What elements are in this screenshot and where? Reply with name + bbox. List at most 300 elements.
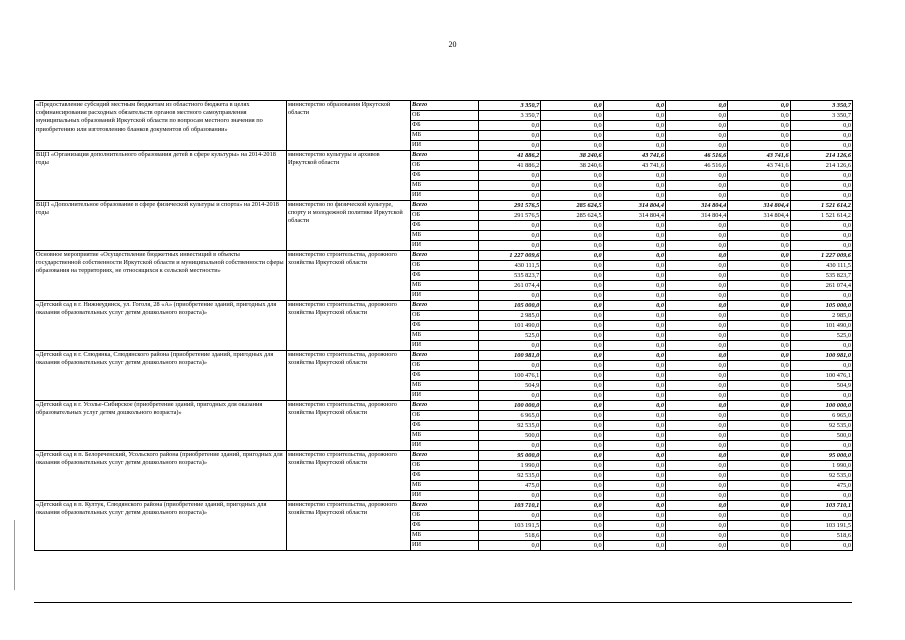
amount-total-cell: 0,0 — [790, 491, 852, 501]
amount-cell: 0,0 — [728, 391, 790, 401]
amount-cell: 0,0 — [665, 331, 727, 341]
funding-source: ОБ — [411, 461, 479, 471]
funding-source: Всего — [411, 151, 479, 161]
amount-cell: 0,0 — [728, 421, 790, 431]
amount-total-cell: 0,0 — [790, 291, 852, 301]
bottom-rule — [34, 602, 852, 603]
funding-source: ОБ — [411, 411, 479, 421]
responsible-executor: министерство по физической культуре, спорту и молодежной политике Иркутской области — [287, 201, 411, 251]
amount-cell: 0,0 — [479, 131, 541, 141]
amount-cell: 100 000,0 — [479, 401, 541, 411]
amount-cell: 0,0 — [665, 171, 727, 181]
amount-cell: 0,0 — [541, 391, 603, 401]
amount-cell: 0,0 — [541, 231, 603, 241]
amount-total-cell: 6 965,0 — [790, 411, 852, 421]
amount-cell: 0,0 — [665, 271, 727, 281]
amount-cell: 41 886,2 — [479, 151, 541, 161]
amount-cell: 0,0 — [728, 231, 790, 241]
activity-description: ВЦП «Дополнительное образование в сфере физической культуры и спорта» на 2014-2018 годы — [35, 201, 287, 251]
funding-source: Всего — [411, 351, 479, 361]
funding-source: МБ — [411, 181, 479, 191]
amount-cell: 3 350,7 — [479, 101, 541, 111]
amount-cell: 0,0 — [728, 271, 790, 281]
amount-total-cell: 92 535,0 — [790, 471, 852, 481]
amount-cell: 0,0 — [541, 541, 603, 551]
amount-cell: 0,0 — [541, 241, 603, 251]
amount-cell: 0,0 — [541, 401, 603, 411]
amount-cell: 0,0 — [665, 131, 727, 141]
amount-cell: 0,0 — [541, 461, 603, 471]
funding-source: ФБ — [411, 471, 479, 481]
amount-cell: 0,0 — [603, 221, 665, 231]
amount-cell: 38 240,6 — [541, 161, 603, 171]
amount-cell: 0,0 — [665, 511, 727, 521]
amount-cell: 0,0 — [728, 481, 790, 491]
amount-total-cell: 0,0 — [790, 361, 852, 371]
amount-cell: 0,0 — [603, 501, 665, 511]
amount-total-cell: 101 490,0 — [790, 321, 852, 331]
amount-cell: 0,0 — [728, 431, 790, 441]
amount-total-cell: 100 476,1 — [790, 371, 852, 381]
table-row-total — [35, 151, 853, 161]
amount-cell: 0,0 — [665, 141, 727, 151]
amount-cell: 0,0 — [728, 401, 790, 411]
amount-cell: 105 000,0 — [479, 301, 541, 311]
funding-source: ОБ — [411, 211, 479, 221]
amount-cell: 43 741,6 — [728, 151, 790, 161]
amount-cell: 0,0 — [665, 281, 727, 291]
amount-total-cell: 0,0 — [790, 191, 852, 201]
amount-cell: 0,0 — [541, 511, 603, 521]
funding-source: ФБ — [411, 221, 479, 231]
amount-cell: 0,0 — [541, 221, 603, 231]
amount-cell: 0,0 — [603, 521, 665, 531]
amount-cell: 0,0 — [479, 441, 541, 451]
table-row-total — [35, 401, 853, 411]
amount-total-cell: 0,0 — [790, 171, 852, 181]
amount-cell: 0,0 — [728, 341, 790, 351]
amount-total-cell: 0,0 — [790, 441, 852, 451]
amount-total-cell: 0,0 — [790, 181, 852, 191]
activity-description: «Детский сад в г. Усолье-Сибирское (приобретение зданий, пригодных для оказания образовательных услуг детям дошкольного возраста)» — [35, 401, 287, 451]
funding-source: ИИ — [411, 541, 479, 551]
amount-cell: 0,0 — [479, 391, 541, 401]
amount-cell: 0,0 — [541, 411, 603, 421]
amount-cell: 41 886,2 — [479, 161, 541, 171]
amount-cell: 0,0 — [665, 501, 727, 511]
amount-cell: 0,0 — [541, 371, 603, 381]
responsible-executor: министерство строительства, дорожного хозяйства Иркутской области — [287, 251, 411, 301]
amount-cell: 0,0 — [603, 491, 665, 501]
amount-cell: 1 990,0 — [479, 461, 541, 471]
amount-cell: 0,0 — [665, 381, 727, 391]
funding-source: Всего — [411, 301, 479, 311]
amount-cell: 0,0 — [603, 101, 665, 111]
amount-cell: 0,0 — [603, 121, 665, 131]
amount-total-cell: 504,9 — [790, 381, 852, 391]
amount-total-cell: 535 823,7 — [790, 271, 852, 281]
funding-source: ИИ — [411, 341, 479, 351]
amount-cell: 0,0 — [603, 281, 665, 291]
activity-description: «Предоставление субсидий местным бюджетам из областного бюджета в целях софинансирования расходных обязательств органов местного самоуправления муниципальных образований Иркутской области по вопросам местного значения по приобретению или изготовлению бланков документов об образовании» — [35, 101, 287, 151]
amount-cell: 285 624,5 — [541, 201, 603, 211]
amount-cell: 0,0 — [603, 111, 665, 121]
amount-total-cell: 100 000,0 — [790, 401, 852, 411]
funding-source: ОБ — [411, 261, 479, 271]
funding-source: ИИ — [411, 291, 479, 301]
amount-cell: 261 074,4 — [479, 281, 541, 291]
amount-cell: 0,0 — [541, 381, 603, 391]
activity-description: «Детский сад в п. Белореченский, Усольского района (приобретение зданий, пригодных для оказания образовательных услуг детям дошкольного возраста)» — [35, 451, 287, 501]
amount-cell: 0,0 — [479, 291, 541, 301]
funding-source: ФБ — [411, 421, 479, 431]
amount-cell: 100 476,1 — [479, 371, 541, 381]
amount-cell: 0,0 — [665, 421, 727, 431]
amount-cell: 0,0 — [541, 181, 603, 191]
amount-cell: 0,0 — [603, 191, 665, 201]
funding-table — [34, 100, 853, 551]
amount-cell: 46 516,6 — [665, 161, 727, 171]
funding-source: Всего — [411, 451, 479, 461]
amount-cell: 0,0 — [479, 361, 541, 371]
amount-cell: 0,0 — [479, 171, 541, 181]
amount-cell: 0,0 — [665, 541, 727, 551]
amount-cell: 0,0 — [603, 261, 665, 271]
amount-total-cell: 1 521 614,2 — [790, 201, 852, 211]
activity-description: Основное мероприятие «Осуществление бюджетных инвестиций в объекты государственной собственности Иркутской области и муниципальной собственности сферы образования на территориях, не относящихся к сельской местности» — [35, 251, 287, 301]
amount-cell: 0,0 — [541, 121, 603, 131]
amount-cell: 2 985,0 — [479, 311, 541, 321]
amount-total-cell: 214 126,6 — [790, 151, 852, 161]
amount-cell: 0,0 — [665, 251, 727, 261]
amount-cell: 0,0 — [728, 491, 790, 501]
funding-source: Всего — [411, 501, 479, 511]
table-row-total — [35, 451, 853, 461]
amount-cell: 0,0 — [603, 511, 665, 521]
amount-cell: 0,0 — [728, 381, 790, 391]
amount-cell: 0,0 — [665, 411, 727, 421]
amount-total-cell: 518,6 — [790, 531, 852, 541]
amount-cell: 430 111,5 — [479, 261, 541, 271]
funding-source: ОБ — [411, 111, 479, 121]
amount-cell: 314 804,4 — [603, 201, 665, 211]
amount-cell: 0,0 — [603, 311, 665, 321]
amount-cell: 0,0 — [665, 301, 727, 311]
amount-cell: 0,0 — [479, 231, 541, 241]
amount-cell: 0,0 — [603, 531, 665, 541]
amount-cell: 291 576,5 — [479, 211, 541, 221]
amount-total-cell: 0,0 — [790, 121, 852, 131]
activity-description: ВЦП «Организация дополнительного образования детей в сфере культуры» на 2014-2018 годы — [35, 151, 287, 201]
table-row-total — [35, 201, 853, 211]
amount-cell: 0,0 — [541, 441, 603, 451]
table-row-total — [35, 501, 853, 511]
amount-cell: 0,0 — [728, 361, 790, 371]
funding-source: ИИ — [411, 141, 479, 151]
amount-cell: 0,0 — [728, 241, 790, 251]
amount-cell: 0,0 — [603, 401, 665, 411]
funding-source: Всего — [411, 401, 479, 411]
amount-total-cell: 0,0 — [790, 141, 852, 151]
amount-cell: 0,0 — [728, 171, 790, 181]
amount-cell: 0,0 — [665, 291, 727, 301]
table-row-total — [35, 251, 853, 261]
funding-source: ИИ — [411, 441, 479, 451]
amount-cell: 0,0 — [479, 221, 541, 231]
amount-total-cell: 261 074,4 — [790, 281, 852, 291]
amount-cell: 95 000,0 — [479, 451, 541, 461]
amount-cell: 314 804,4 — [603, 211, 665, 221]
funding-source: МБ — [411, 331, 479, 341]
amount-cell: 0,0 — [541, 471, 603, 481]
amount-cell: 0,0 — [541, 191, 603, 201]
funding-source: МБ — [411, 381, 479, 391]
amount-total-cell: 214 126,6 — [790, 161, 852, 171]
amount-total-cell: 1 521 614,2 — [790, 211, 852, 221]
amount-cell: 1 227 009,6 — [479, 251, 541, 261]
amount-cell: 0,0 — [728, 461, 790, 471]
amount-cell: 43 741,6 — [603, 161, 665, 171]
amount-cell: 0,0 — [728, 281, 790, 291]
page-number: 20 — [448, 40, 457, 49]
activity-description: «Детский сад в г. Слюдянка, Слюдянского района (приобретение зданий, пригодных для оказания образовательных услуг детям дошкольного возраста)» — [35, 351, 287, 401]
funding-source: ФБ — [411, 521, 479, 531]
amount-total-cell: 105 000,0 — [790, 301, 852, 311]
amount-cell: 0,0 — [603, 331, 665, 341]
amount-cell: 314 804,4 — [728, 211, 790, 221]
amount-cell: 0,0 — [728, 111, 790, 121]
amount-cell: 0,0 — [603, 421, 665, 431]
amount-cell: 0,0 — [479, 121, 541, 131]
amount-cell: 0,0 — [603, 251, 665, 261]
funding-source: ИИ — [411, 391, 479, 401]
amount-cell: 0,0 — [665, 361, 727, 371]
amount-cell: 0,0 — [603, 301, 665, 311]
funding-source: ИИ — [411, 241, 479, 251]
amount-cell: 0,0 — [541, 361, 603, 371]
amount-cell: 38 240,6 — [541, 151, 603, 161]
amount-cell: 0,0 — [728, 331, 790, 341]
amount-cell: 0,0 — [541, 131, 603, 141]
amount-cell: 0,0 — [728, 441, 790, 451]
amount-cell: 314 804,4 — [728, 201, 790, 211]
funding-source: ФБ — [411, 121, 479, 131]
amount-cell: 0,0 — [541, 271, 603, 281]
amount-cell: 0,0 — [728, 221, 790, 231]
amount-cell: 0,0 — [728, 131, 790, 141]
amount-cell: 0,0 — [479, 341, 541, 351]
funding-source: ОБ — [411, 361, 479, 371]
activity-description: «Детский сад в г. Нижнеудинск, ул. Гоголя, 28 «А» (приобретение зданий, пригодных для оказания образовательных услуг детям дошкольного возраста)» — [35, 301, 287, 351]
responsible-executor: министерство строительства, дорожного хозяйства Иркутской области — [287, 501, 411, 551]
scan-margin-mark — [14, 520, 15, 590]
amount-cell: 0,0 — [665, 351, 727, 361]
activity-description: «Детский сад в п. Култук, Слюдянского района (приобретение зданий, пригодных для оказания образовательных услуг детям дошкольного возраста)» — [35, 501, 287, 551]
amount-cell: 0,0 — [665, 481, 727, 491]
funding-source: ИИ — [411, 191, 479, 201]
amount-cell: 0,0 — [665, 471, 727, 481]
amount-cell: 0,0 — [541, 311, 603, 321]
amount-cell: 6 965,0 — [479, 411, 541, 421]
amount-cell: 0,0 — [728, 321, 790, 331]
amount-cell: 0,0 — [665, 261, 727, 271]
amount-cell: 0,0 — [479, 511, 541, 521]
amount-cell: 0,0 — [541, 501, 603, 511]
funding-source: ФБ — [411, 271, 479, 281]
amount-cell: 103 710,1 — [479, 501, 541, 511]
amount-cell: 0,0 — [541, 171, 603, 181]
amount-cell: 0,0 — [728, 181, 790, 191]
funding-source: МБ — [411, 481, 479, 491]
amount-cell: 0,0 — [665, 311, 727, 321]
funding-source: ФБ — [411, 321, 479, 331]
amount-cell: 525,0 — [479, 331, 541, 341]
amount-total-cell: 0,0 — [790, 231, 852, 241]
amount-cell: 0,0 — [541, 251, 603, 261]
amount-cell: 0,0 — [728, 501, 790, 511]
amount-cell: 0,0 — [541, 521, 603, 531]
amount-cell: 0,0 — [479, 241, 541, 251]
amount-cell: 0,0 — [479, 541, 541, 551]
amount-cell: 103 191,5 — [479, 521, 541, 531]
amount-total-cell: 525,0 — [790, 331, 852, 341]
amount-cell: 0,0 — [541, 331, 603, 341]
amount-total-cell: 0,0 — [790, 221, 852, 231]
amount-cell: 0,0 — [728, 521, 790, 531]
amount-cell: 0,0 — [728, 511, 790, 521]
responsible-executor: министерство строительства, дорожного хозяйства Иркутской области — [287, 301, 411, 351]
amount-cell: 0,0 — [728, 471, 790, 481]
amount-cell: 0,0 — [728, 121, 790, 131]
amount-cell: 0,0 — [728, 541, 790, 551]
amount-cell: 291 576,5 — [479, 201, 541, 211]
amount-cell: 0,0 — [665, 341, 727, 351]
amount-cell: 0,0 — [665, 221, 727, 231]
amount-cell: 0,0 — [728, 261, 790, 271]
amount-cell: 0,0 — [603, 271, 665, 281]
amount-cell: 0,0 — [541, 281, 603, 291]
amount-cell: 0,0 — [665, 231, 727, 241]
funding-source: Всего — [411, 101, 479, 111]
amount-cell: 0,0 — [541, 341, 603, 351]
funding-source: МБ — [411, 281, 479, 291]
amount-total-cell: 0,0 — [790, 391, 852, 401]
amount-cell: 0,0 — [665, 441, 727, 451]
funding-source: ФБ — [411, 371, 479, 381]
amount-cell: 0,0 — [603, 141, 665, 151]
amount-cell: 43 741,6 — [728, 161, 790, 171]
amount-cell: 0,0 — [665, 431, 727, 441]
amount-cell: 92 535,0 — [479, 421, 541, 431]
amount-cell: 0,0 — [603, 321, 665, 331]
funding-source: Всего — [411, 251, 479, 261]
amount-cell: 0,0 — [728, 301, 790, 311]
amount-total-cell: 3 350,7 — [790, 101, 852, 111]
amount-cell: 0,0 — [603, 461, 665, 471]
amount-total-cell: 103 710,1 — [790, 501, 852, 511]
amount-total-cell: 100 981,0 — [790, 351, 852, 361]
amount-cell: 0,0 — [541, 431, 603, 441]
amount-total-cell: 475,0 — [790, 481, 852, 491]
amount-cell: 0,0 — [603, 541, 665, 551]
amount-cell: 0,0 — [479, 141, 541, 151]
amount-cell: 0,0 — [665, 371, 727, 381]
funding-source: МБ — [411, 231, 479, 241]
amount-cell: 0,0 — [603, 351, 665, 361]
responsible-executor: министерство строительства, дорожного хозяйства Иркутской области — [287, 451, 411, 501]
amount-cell: 0,0 — [541, 481, 603, 491]
amount-cell: 0,0 — [541, 421, 603, 431]
amount-cell: 0,0 — [603, 381, 665, 391]
amount-cell: 92 535,0 — [479, 471, 541, 481]
amount-total-cell: 1 227 009,6 — [790, 251, 852, 261]
amount-cell: 0,0 — [603, 171, 665, 181]
amount-cell: 0,0 — [665, 111, 727, 121]
amount-cell: 0,0 — [603, 411, 665, 421]
amount-cell: 0,0 — [665, 181, 727, 191]
amount-cell: 0,0 — [665, 531, 727, 541]
amount-cell: 101 490,0 — [479, 321, 541, 331]
amount-cell: 0,0 — [603, 131, 665, 141]
funding-source: Всего — [411, 201, 479, 211]
responsible-executor: министерство образования Иркутской области — [287, 101, 411, 151]
amount-cell: 0,0 — [603, 371, 665, 381]
responsible-executor: министерство строительства, дорожного хозяйства Иркутской области — [287, 351, 411, 401]
amount-cell: 0,0 — [603, 481, 665, 491]
amount-cell: 0,0 — [541, 351, 603, 361]
amount-total-cell: 103 191,5 — [790, 521, 852, 531]
funding-source: ФБ — [411, 171, 479, 181]
amount-cell: 504,9 — [479, 381, 541, 391]
amount-total-cell: 0,0 — [790, 241, 852, 251]
amount-cell: 43 741,6 — [603, 151, 665, 161]
amount-cell: 0,0 — [728, 351, 790, 361]
amount-cell: 0,0 — [665, 101, 727, 111]
amount-total-cell: 0,0 — [790, 511, 852, 521]
amount-cell: 0,0 — [728, 101, 790, 111]
amount-cell: 0,0 — [603, 241, 665, 251]
table-row-total — [35, 301, 853, 311]
funding-table-body — [35, 101, 853, 551]
amount-total-cell: 0,0 — [790, 341, 852, 351]
amount-cell: 0,0 — [728, 141, 790, 151]
amount-cell: 0,0 — [541, 261, 603, 271]
amount-cell: 0,0 — [541, 141, 603, 151]
funding-source: ОБ — [411, 311, 479, 321]
amount-cell: 100 981,0 — [479, 351, 541, 361]
amount-cell: 0,0 — [603, 471, 665, 481]
amount-cell: 3 350,7 — [479, 111, 541, 121]
amount-total-cell: 0,0 — [790, 131, 852, 141]
amount-cell: 0,0 — [479, 191, 541, 201]
amount-total-cell: 3 350,7 — [790, 111, 852, 121]
amount-cell: 0,0 — [541, 101, 603, 111]
amount-total-cell: 2 985,0 — [790, 311, 852, 321]
amount-cell: 0,0 — [728, 451, 790, 461]
amount-cell: 0,0 — [603, 181, 665, 191]
amount-cell: 0,0 — [603, 431, 665, 441]
amount-cell: 314 804,4 — [665, 211, 727, 221]
amount-total-cell: 430 111,5 — [790, 261, 852, 271]
amount-cell: 0,0 — [665, 391, 727, 401]
amount-cell: 0,0 — [665, 121, 727, 131]
amount-cell: 0,0 — [603, 451, 665, 461]
amount-total-cell: 92 535,0 — [790, 421, 852, 431]
amount-cell: 0,0 — [541, 291, 603, 301]
amount-cell: 0,0 — [603, 341, 665, 351]
amount-cell: 0,0 — [665, 191, 727, 201]
funding-source: МБ — [411, 431, 479, 441]
